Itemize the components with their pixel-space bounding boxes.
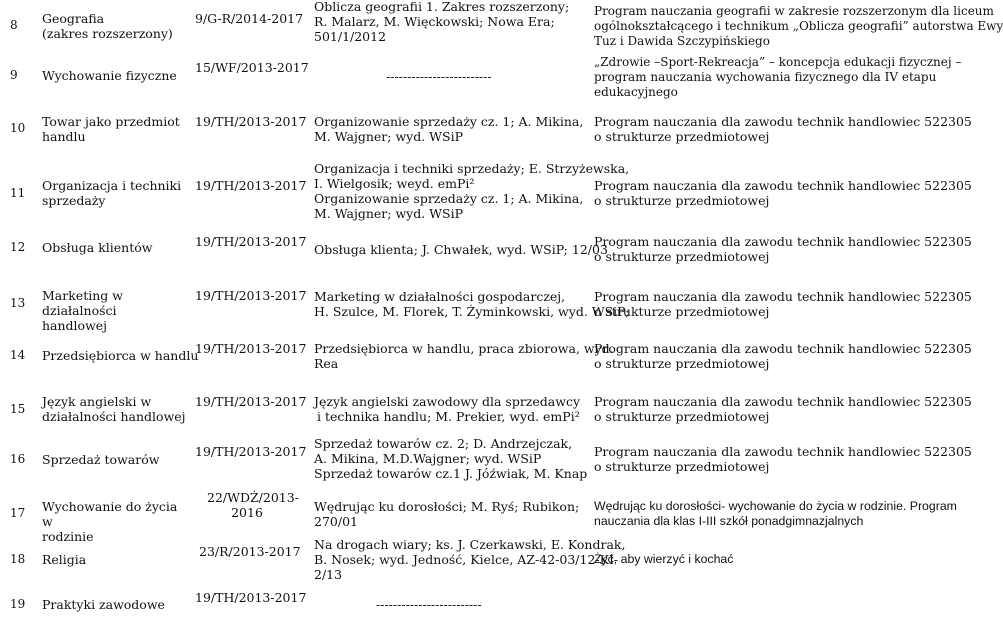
curriculum-program: Program nauczania dla zawodu technik handlowiec 522305 o strukturze przedmiotowej [594,444,972,474]
textbook-info: Język angielski zawodowy dla sprzedawcy i technika handlu; M. Prekier, wyd. emPi² [314,394,581,424]
textbook-info: Organizowanie sprzedaży cz. 1; A. Mikina, M. Wajgner; wyd. WSiP [314,114,584,144]
program-code: 19/TH/2013-2017 [195,341,307,356]
row-number: 12 [10,240,26,254]
curriculum-program: Program nauczania dla zawodu technik handlowiec 522305 o strukturze przedmiotowej [594,394,972,424]
textbook-info: Wędrując ku dorosłości; M. Ryś; Rubikon; 270/01 [314,499,580,529]
row-number: 16 [10,452,26,466]
textbook-info: Oblicza geografii 1. Zakres rozszerzony; R. Malarz, M. Więckowski; Nowa Era; 501/1/2012 [314,0,570,44]
program-code: 19/TH/2013-2017 [195,394,307,409]
subject-name: Obsługa klientów [42,240,153,255]
program-code: 19/TH/2013-2017 [195,178,307,193]
program-code: 19/TH/2013-2017 [195,234,307,249]
curriculum-program: Program nauczania dla zawodu technik handlowiec 522305 o strukturze przedmiotowej [594,289,972,319]
subject-name: Marketing w działalności handlowej [42,288,123,333]
subject-name: Przedsiębiorca w handlu [42,348,199,363]
program-code: 19/TH/2013-2017 [195,288,307,303]
textbook-info: Obsługa klienta; J. Chwałek, wyd. WSiP; 12/03 [314,242,608,257]
subject-name: Wychowanie do życia w rodzinie [42,499,178,544]
textbook-info: ------------------------- [386,69,492,84]
row-number: 10 [10,121,26,135]
row-number: 19 [10,597,26,611]
textbook-info: Sprzedaż towarów cz. 2; D. Andrzejczak, A. Mikina, M.D.Wajgner; wyd. WSiP Sprzedaż towarów cz.1 J. Jóźwiak, M. Knap [314,436,588,481]
program-code: 9/G-R/2014-2017 [195,11,304,26]
subject-name: Organizacja i techniki sprzedaży [42,178,182,208]
row-number: 9 [10,68,18,82]
subject-name: Sprzedaż towarów [42,452,160,467]
subject-name: Geografia (zakres rozszerzony) [42,11,173,41]
row-number: 11 [10,186,26,200]
subject-name: Język angielski w działalności handlowej [42,394,186,424]
textbook-info: Na drogach wiary; ks. J. Czerkawski, E. Kondrak, B. Nosek; wyd. Jedność, Kielce, AZ-42-03/12-KI- 2/13 [314,537,626,582]
program-code: 23/R/2013-2017 [199,544,301,559]
program-code: 22/WDŻ/2013- 2016 [207,490,299,520]
row-number: 8 [10,18,18,32]
textbook-info: Marketing w działalności gospodarczej, H. Szulce, M. Florek, T. Żyminkowski, wyd. WSiP; [314,289,630,319]
curriculum-program: Program nauczania geografii w zakresie rozszerzonym dla liceum ogólnokształcącego i technikum „Oblicza geografii” autorstwa Ewy Tuz i Dawida Szczypińskiego [594,4,1003,48]
program-code: 19/TH/2013-2017 [195,590,307,605]
row-number: 18 [10,552,26,566]
program-code: 15/WF/2013-2017 [195,60,309,75]
curriculum-program: Program nauczania dla zawodu technik handlowiec 522305 o strukturze przedmiotowej [594,234,972,264]
curriculum-program: Program nauczania dla zawodu technik handlowiec 522305 o strukturze przedmiotowej [594,341,972,371]
curriculum-program: Żyć, aby wierzyć i kochać [594,552,734,566]
row-number: 14 [10,348,26,362]
curriculum-program: Wędrując ku dorosłości- wychowanie do życia w rodzinie. Program nauczania dla klas I-III szkół ponadgimnazjalnych [594,499,957,528]
textbook-info: ------------------------- [376,597,482,612]
row-number: 17 [10,506,26,520]
subject-name: Wychowanie fizyczne [42,68,177,83]
subject-name: Praktyki zawodowe [42,597,165,612]
row-number: 13 [10,296,26,310]
curriculum-program: „Zdrowie –Sport-Rekreacja” – koncepcja edukacji fizycznej – program nauczania wychowania fizycznego dla IV etapu edukacyjnego [594,55,962,99]
subject-name: Religia [42,552,87,567]
program-code: 19/TH/2013-2017 [195,444,307,459]
curriculum-program: Program nauczania dla zawodu technik handlowiec 522305 o strukturze przedmiotowej [594,114,972,144]
textbook-info: Przedsiębiorca w handlu, praca zbiorowa, wyd. Rea [314,341,614,371]
textbook-info: Organizacja i techniki sprzedaży; E. Strzyżewska, I. Wielgosik; weyd. emPi² Organizowanie sprzedaży cz. 1; A. Mikina, M. Wajgner; wyd. WSiP [314,161,630,221]
program-code: 19/TH/2013-2017 [195,114,307,129]
curriculum-program: Program nauczania dla zawodu technik handlowiec 522305 o strukturze przedmiotowej [594,178,972,208]
subject-name: Towar jako przedmiot handlu [42,114,180,144]
row-number: 15 [10,402,26,416]
